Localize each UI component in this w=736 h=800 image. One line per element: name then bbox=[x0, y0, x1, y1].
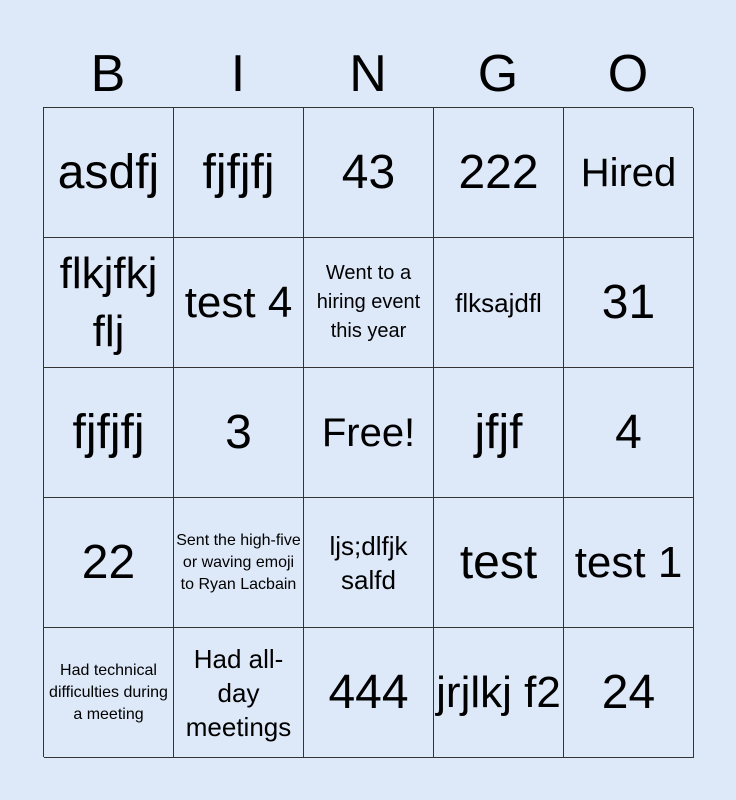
bingo-cell-r1-c4[interactable] bbox=[434, 108, 564, 238]
bingo-cell-r4-c3[interactable] bbox=[304, 498, 434, 628]
bingo-header bbox=[43, 40, 693, 108]
bingo-cell-r5-c3[interactable] bbox=[304, 628, 434, 758]
bingo-cell-r5-c4[interactable] bbox=[434, 628, 564, 758]
bingo-cell-r4-c4[interactable] bbox=[434, 498, 564, 628]
bingo-cell-r3-c2[interactable] bbox=[174, 368, 304, 498]
header-letter-o: O bbox=[607, 45, 649, 103]
bingo-cell-r2-c2[interactable] bbox=[174, 238, 304, 368]
bingo-cell-label: 222 bbox=[458, 145, 539, 199]
bingo-cell-r2-c5[interactable] bbox=[564, 238, 694, 368]
header-letter-b: B bbox=[90, 45, 126, 103]
bingo-cell-label: 43 bbox=[341, 145, 396, 199]
header-letter-g: G bbox=[477, 45, 519, 103]
bingo-cell-r3-c3[interactable] bbox=[304, 368, 434, 498]
bingo-cell-label: 3 bbox=[225, 405, 252, 459]
bingo-cell-r3-c1[interactable] bbox=[44, 368, 174, 498]
bingo-cell-label: Sent the high-five or waving emoji to Ryan Lacbain bbox=[176, 531, 301, 593]
bingo-cell-label: flkjfkj flj bbox=[59, 248, 158, 356]
bingo-cell-r4-c5[interactable] bbox=[564, 498, 694, 628]
bingo-cell-label: fjfjfj bbox=[72, 405, 145, 459]
bingo-cell-label: flksajdfl bbox=[455, 287, 542, 318]
bingo-cell-label: Hired bbox=[580, 150, 677, 195]
bingo-cell-r5-c2[interactable] bbox=[174, 628, 304, 758]
bingo-cell-label: 24 bbox=[601, 665, 656, 719]
bingo-cell-label: asdfj bbox=[57, 145, 160, 199]
bingo-cell-label: ljs;dlfjk salfd bbox=[329, 530, 408, 595]
bingo-cell-label: 22 bbox=[81, 535, 136, 589]
bingo-card-grid bbox=[43, 107, 693, 757]
bingo-cell-r2-c1[interactable] bbox=[44, 238, 174, 368]
bingo-cell-label: 31 bbox=[601, 275, 656, 329]
bingo-cell-label: test 1 bbox=[574, 537, 683, 587]
bingo-cell-r3-c5[interactable] bbox=[564, 368, 694, 498]
bingo-cell-r1-c5[interactable] bbox=[564, 108, 694, 238]
bingo-cell-label: jrjlkj f2 bbox=[436, 667, 561, 717]
bingo-cell-r2-c3[interactable] bbox=[304, 238, 434, 368]
bingo-cell-r5-c1[interactable] bbox=[44, 628, 174, 758]
bingo-cell-label: jfjf bbox=[474, 405, 523, 459]
bingo-cell-label: fjfjfj bbox=[202, 145, 275, 199]
bingo-cell-label: Free! bbox=[321, 410, 416, 455]
bingo-cell-label: test bbox=[459, 535, 538, 589]
bingo-cell-r1-c2[interactable] bbox=[174, 108, 304, 238]
bingo-cell-r1-c3[interactable] bbox=[304, 108, 434, 238]
bingo-cell-label: Had all-day meetings bbox=[185, 643, 292, 742]
header-letter-i: I bbox=[230, 45, 246, 103]
bingo-cell-r4-c2[interactable] bbox=[174, 498, 304, 628]
bingo-cell-label: 444 bbox=[328, 665, 409, 719]
bingo-cell-r1-c1[interactable] bbox=[44, 108, 174, 238]
bingo-cell-r3-c4[interactable] bbox=[434, 368, 564, 498]
bingo-cell-r2-c4[interactable] bbox=[434, 238, 564, 368]
bingo-cell-label: Went to a hiring event this year bbox=[316, 262, 421, 342]
bingo-cell-label: test 4 bbox=[184, 277, 293, 327]
bingo-cell-r5-c5[interactable] bbox=[564, 628, 694, 758]
bingo-cell-r4-c1[interactable] bbox=[44, 498, 174, 628]
bingo-cell-label: Had technical difficulties during a meeting bbox=[49, 661, 168, 723]
bingo-cell-label: 4 bbox=[615, 405, 642, 459]
header-letter-n: N bbox=[349, 45, 387, 103]
